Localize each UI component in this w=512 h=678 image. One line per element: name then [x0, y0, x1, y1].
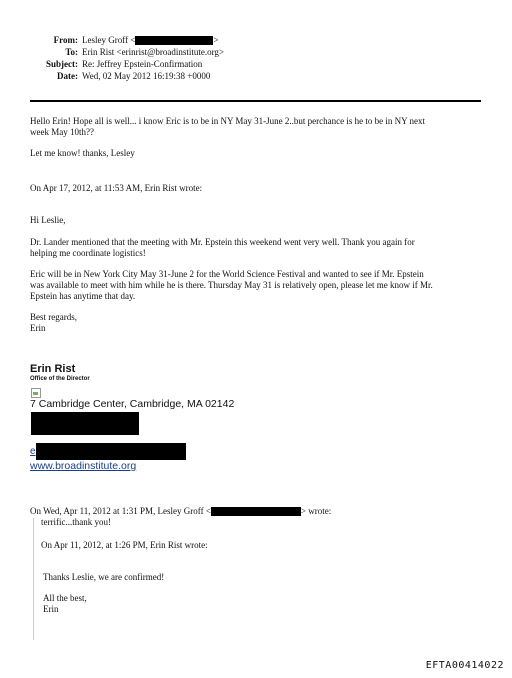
nested-line: All the best, — [43, 593, 87, 603]
message-line: Hello Erin! Hope all is well... i know Eric is to be in NY May 31-June 2..but perchance is he to be in NY next — [30, 116, 425, 126]
nested-line: Erin — [43, 604, 59, 614]
quoted-intro-b: > wrote: — [300, 506, 332, 516]
signature-title: Office of the Director — [30, 376, 90, 382]
redaction-block — [211, 507, 301, 516]
redaction-block — [31, 412, 139, 435]
quoted-closing-name: Erin — [30, 323, 46, 333]
signature-website-link[interactable]: www.broadinstitute.org — [30, 460, 137, 472]
header-subject-row — [30, 58, 490, 70]
from-value: Lesley Groff < — [82, 35, 136, 45]
nested-line: Thanks Leslie, we are confirmed! — [43, 572, 165, 582]
quoted-intro: On Apr 17, 2012, at 11:53 AM, Erin Rist wrote: — [30, 183, 203, 193]
subject-label: Subject: — [46, 59, 78, 69]
from-label: From: — [53, 35, 78, 45]
document-id: EFTA00414022 — [425, 660, 504, 671]
message-line: week May 10th?? — [30, 127, 94, 137]
nested-message — [43, 572, 443, 615]
email-prefix: e — [30, 446, 36, 457]
message-body — [30, 116, 490, 159]
quoted-line: Dr. Lander mentioned that the meeting with Mr. Epstein this weekend went very well. Thank you again for — [30, 237, 415, 247]
quoted-intro-2 — [30, 506, 500, 517]
to-label: To: — [65, 47, 78, 57]
quote-bar — [33, 518, 35, 640]
header-divider — [30, 100, 481, 102]
date-value: Wed, 02 May 2012 16:19:38 +0000 — [82, 71, 211, 81]
to-value: Erin Rist <erinrist@broadinstitute.org> — [82, 47, 225, 57]
quoted-line: Epstein has anytime that day. — [30, 291, 136, 301]
quoted-line: Eric will be in New York City May 31-June 2 for the World Science Festival and wanted to see if Mr. Epstein — [30, 269, 424, 279]
redaction-block — [135, 36, 213, 45]
email-header — [30, 34, 490, 82]
header-to-row — [30, 46, 490, 58]
quoted-line: was available to meet with him while he is there. Thursday May 31 is relatively open, please let me know if Mr. — [30, 280, 433, 290]
subject-value: Re: Jeffrey Epstein-Confirmation — [82, 59, 203, 69]
signature-name: Erin Rist — [30, 363, 76, 375]
quoted-reply: terrific...thank you! — [41, 517, 111, 527]
date-label: Date: — [57, 71, 78, 81]
redaction-block — [36, 443, 186, 460]
header-date-row — [30, 70, 490, 82]
nested-intro: On Apr 11, 2012, at 1:26 PM, Erin Rist wrote: — [41, 540, 208, 550]
signature-email-link[interactable] — [30, 446, 36, 457]
from-tail: > — [213, 35, 219, 45]
quoted-line: helping me coordinate logistics! — [30, 248, 146, 258]
quoted-greeting: Hi Leslie, — [30, 215, 66, 225]
quoted-message — [30, 215, 490, 334]
signature-address: 7 Cambridge Center, Cambridge, MA 02142 — [30, 398, 235, 410]
header-from-row — [30, 34, 490, 46]
message-line: Let me know! thanks, Lesley — [30, 148, 135, 158]
quoted-intro-a: On Wed, Apr 11, 2012 at 1:31 PM, Lesley Groff < — [30, 506, 211, 516]
quoted-closing: Best regards, — [30, 312, 77, 322]
